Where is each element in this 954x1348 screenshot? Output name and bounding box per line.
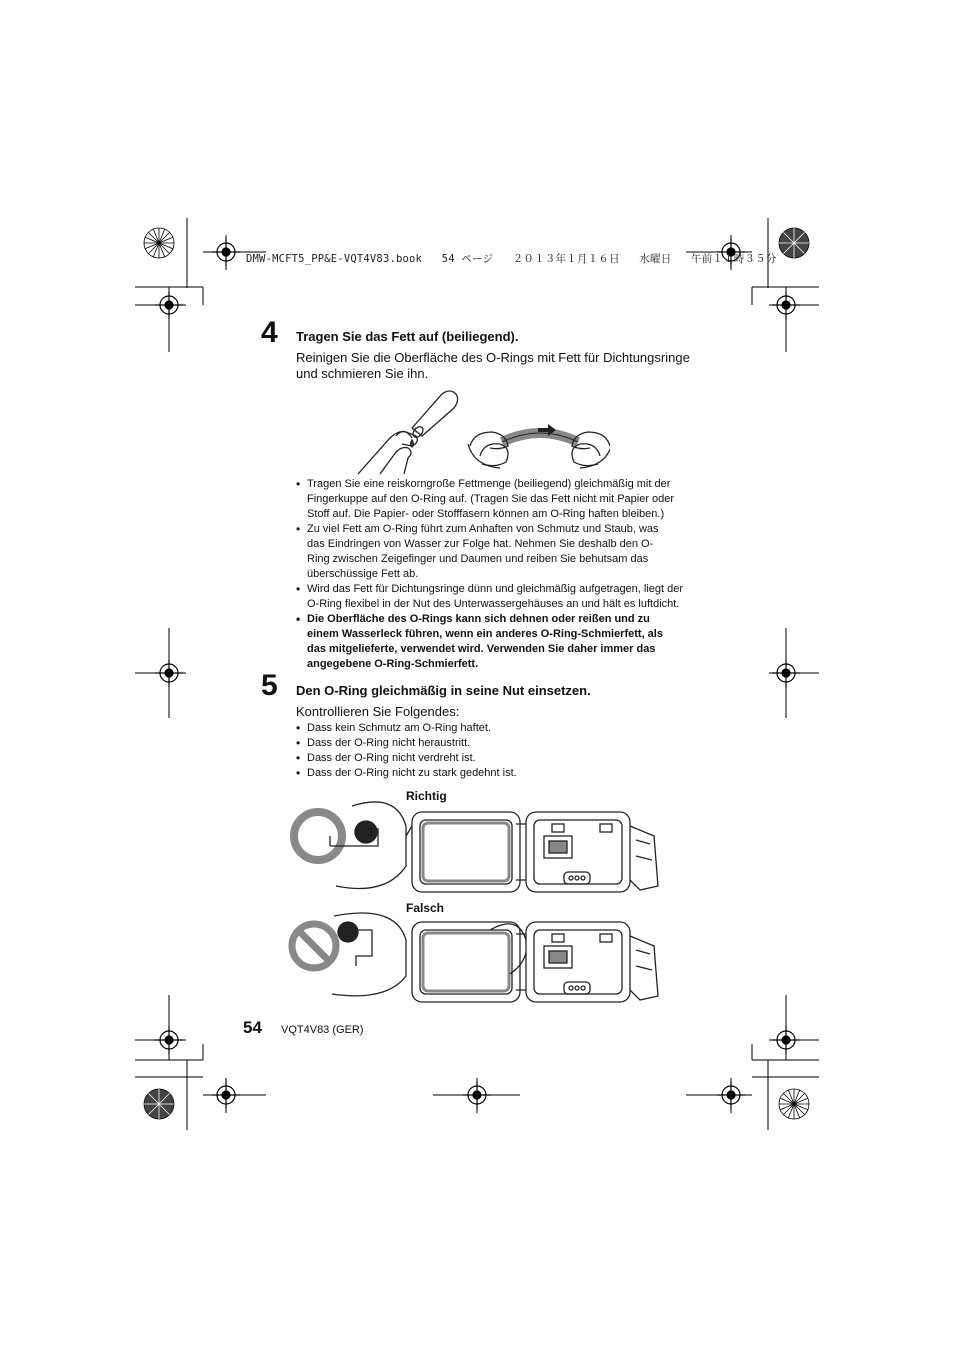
- grease-illustration: [350, 386, 610, 478]
- step-4-title: Tragen Sie das Fett auf (beiliegend).: [296, 329, 519, 344]
- note-line: • Die Oberfläche des O-Rings kann sich dehnen oder reißen und zu: [307, 613, 650, 625]
- note-item: [296, 522, 706, 582]
- header-time: 午前１１時３５分: [690, 253, 777, 265]
- header-date: ２０１３年１月１６日: [512, 253, 620, 265]
- page-number: 54: [243, 1018, 262, 1037]
- header-page: 54: [441, 253, 455, 265]
- note-line: • Tragen Sie eine reiskorngroße Fettmenge (beiliegend) gleichmäßig mit der: [307, 478, 671, 490]
- header-page-word: ページ: [461, 253, 494, 265]
- note-item: [296, 477, 706, 522]
- starburst-target: [779, 228, 809, 258]
- registration-target: [772, 291, 800, 319]
- starburst-target: [144, 228, 174, 258]
- step-4-intro-line: Reinigen Sie die Oberfläche des O-Rings mit Fett für Dichtungsringe: [296, 350, 690, 365]
- registration-target: [772, 659, 800, 687]
- registration-target: [463, 1081, 491, 1109]
- header-filename: DMW-MCFT5_PP&E-VQT4V83.book: [246, 253, 423, 265]
- step-4-number: 4: [261, 316, 278, 349]
- note-line: das Eindringen von Wasser zur Folge hat. Nehmen Sie deshalb den O-: [307, 538, 654, 550]
- note-line: angegebene O-Ring-Schmierfett.: [307, 658, 479, 670]
- registration-target: [155, 291, 183, 319]
- registration-target: [155, 1026, 183, 1054]
- registration-target: [212, 1081, 240, 1109]
- registration-target: [212, 238, 240, 266]
- wrong-illustration: [286, 910, 666, 1014]
- step-4-intro-line: und schmieren Sie ihn.: [296, 366, 429, 381]
- starburst-target: [779, 1089, 809, 1119]
- check-item: • Dass der O-Ring nicht verdreht ist.: [296, 751, 706, 766]
- starburst-target: [144, 1089, 174, 1119]
- correct-caption: Richtig: [406, 789, 447, 803]
- step-4-notes: [296, 477, 706, 672]
- note-line: einem Wasserleck führen, wenn ein anderes O-Ring-Schmierfett, als: [307, 628, 663, 640]
- note-line: • Wird das Fett für Dichtungsringe dünn und gleichmäßig aufgetragen, liegt der: [307, 583, 684, 595]
- step-5-number: 5: [261, 669, 278, 702]
- print-header: [246, 251, 777, 266]
- note-line: Stoff auf. Die Papier- oder Stofffasern können am O-Ring haften bleiben.): [307, 508, 665, 520]
- document-code: VQT4V83 (GER): [281, 1024, 364, 1036]
- check-item: • Dass der O-Ring nicht heraustritt.: [296, 736, 706, 751]
- step-5-checks: [296, 721, 706, 781]
- note-line: Fingerkuppe auf den O-Ring auf. (Tragen Sie das Fett nicht mit Papier oder: [307, 493, 675, 505]
- wrong-caption: Falsch: [406, 901, 445, 915]
- note-item-warning: [296, 612, 706, 672]
- header-weekday: 水曜日: [639, 253, 672, 265]
- note-line: das mitgelieferte, verwendet wird. Verwenden Sie daher immer das: [307, 643, 656, 655]
- step-5-intro: Kontrollieren Sie Folgendes:: [296, 704, 460, 719]
- registration-target: [772, 1026, 800, 1054]
- registration-target: [717, 1081, 745, 1109]
- check-item: • Dass der O-Ring nicht zu stark gedehnt ist.: [296, 766, 706, 781]
- note-line: überschüssige Fett ab.: [307, 568, 419, 580]
- note-line: • Zu viel Fett am O-Ring führt zum Anhaften von Schmutz und Staub, was: [307, 523, 659, 535]
- note-item: [296, 582, 706, 612]
- registration-target: [155, 659, 183, 687]
- step-5-title: Den O-Ring gleichmäßig in seine Nut einsetzen.: [296, 683, 591, 698]
- step-4-intro: [296, 350, 706, 382]
- note-line: O-Ring flexibel in der Nut des Unterwassergehäuses an und hält es luftdicht.: [307, 598, 680, 610]
- correct-illustration: [286, 796, 666, 900]
- check-item: • Dass kein Schmutz am O-Ring haftet.: [296, 721, 706, 736]
- note-line: Ring zwischen Zeigefinger und Daumen und reiben Sie behutsam das: [307, 553, 649, 565]
